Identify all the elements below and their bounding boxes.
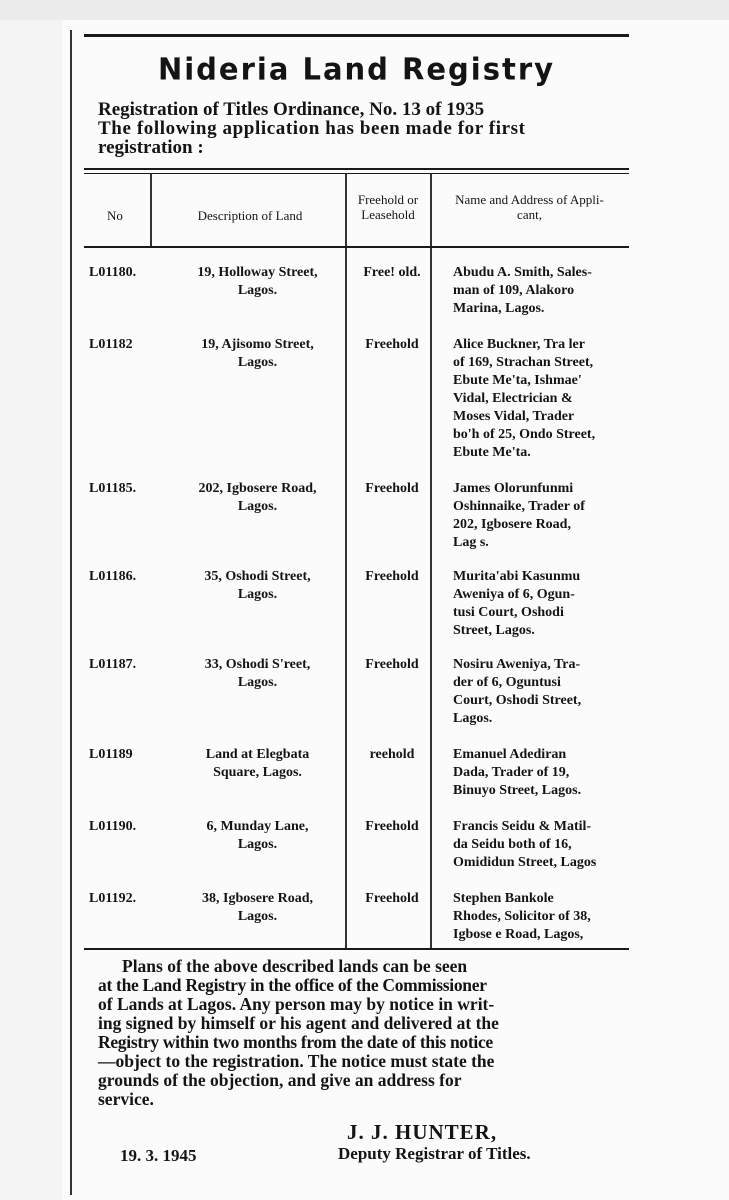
applicant-line: Binuyo Street, Lagos.	[453, 783, 582, 798]
row-number: L01185.	[89, 481, 137, 496]
tenure: Freehold	[365, 657, 419, 672]
land-description	[165, 890, 350, 926]
applicant-line: Nosiru Aweniya, Tra-	[453, 657, 581, 672]
top-rule	[84, 34, 629, 37]
desc-line: Land at Elegbata	[205, 747, 310, 762]
applicant-line: da Seidu both of 16,	[453, 837, 572, 852]
note-line: Plans of the above described lands can be seen	[122, 956, 468, 976]
note-line: of Lands at Lagos. Any person may by notice in writ-	[98, 994, 495, 1014]
applicant-line: Igbose e Road, Lagos,	[453, 927, 584, 942]
note-line: at the Land Registry in the office of the Commissioner	[98, 975, 487, 995]
applicant-line: Court, Oshodi Street,	[453, 693, 582, 708]
top-strip	[0, 0, 729, 20]
land-description	[165, 264, 350, 300]
signatory-title: Deputy Registrar of Titles.	[338, 1144, 531, 1163]
applicant-line: of 169, Strachan Street,	[453, 355, 594, 370]
applicant	[453, 480, 585, 552]
applicant-line: Marina, Lagos.	[453, 301, 545, 316]
desc-line: Lagos.	[237, 675, 278, 690]
desc-line: Lagos.	[237, 909, 278, 924]
applicant-line: James Olorunfunmi	[453, 481, 574, 496]
tenure: Freehold	[365, 481, 419, 496]
row-number: L01192.	[89, 891, 137, 906]
table-top-rule-2	[84, 173, 629, 174]
land-description	[165, 480, 350, 516]
intro-line: registration :	[98, 137, 204, 158]
applicant-line: Lagos.	[453, 711, 493, 726]
note-line: service.	[98, 1089, 154, 1109]
applicant-line: bo'h of 25, Ondo Street,	[453, 427, 596, 442]
desc-line: Lagos.	[237, 587, 278, 602]
row-number: L01187.	[89, 657, 137, 672]
row-number: L01182	[89, 337, 133, 352]
header-bottom-rule	[84, 246, 629, 248]
desc-line: 33, Oshodi S'reet,	[204, 657, 311, 672]
note-line: Registry within two months from the date of this notice	[98, 1032, 493, 1052]
desc-line: 6, Munday Lane,	[206, 819, 309, 834]
land-description	[165, 336, 350, 372]
row-number: L01190.	[89, 819, 137, 834]
header-applicant-line: cant,	[517, 207, 542, 222]
applicant-line: Street, Lagos.	[453, 623, 535, 638]
applicant	[453, 264, 592, 318]
applicant	[453, 656, 581, 728]
header-divider	[150, 174, 152, 246]
applicant	[453, 568, 580, 640]
land-description	[165, 818, 350, 854]
applicant-line: Dada, Trader of 19,	[453, 765, 570, 780]
applicant-line: Omididun Street, Lagos	[453, 855, 597, 870]
applicant-line: Ebute Me'ta, Ishmae'	[453, 373, 582, 388]
desc-line: Lagos.	[237, 837, 278, 852]
desc-line: 19, Holloway Street,	[197, 265, 318, 280]
desc-line: 38, Igbosere Road,	[202, 891, 313, 906]
header-no: No	[107, 208, 123, 223]
applicant-line: Murita'abi Kasunmu	[453, 569, 581, 584]
header-tenure-line: Leasehold	[361, 207, 415, 222]
intro-line: Registration of Titles Ordinance, No. 13 of 1935	[98, 99, 485, 120]
applicant-line: Oshinnaike, Trader of	[453, 499, 585, 514]
tenure: Freehold	[365, 819, 419, 834]
row-number: L01186.	[89, 569, 137, 584]
desc-line: Square, Lagos.	[213, 765, 302, 780]
note-line: —object to the registration. The notice must state the	[98, 1051, 495, 1071]
applicant-line: Rhodes, Solicitor of 38,	[453, 909, 591, 924]
signatory-name: J. J. HUNTER,	[347, 1120, 498, 1144]
applicant-line: Aweniya of 6, Ogun-	[453, 587, 575, 602]
applicant-line: 202, Igbosere Road,	[453, 517, 571, 532]
notice-title: Nideria Land Registry	[157, 51, 556, 87]
desc-line: Lagos.	[237, 283, 278, 298]
applicant-line: Abudu A. Smith, Sales-	[453, 265, 592, 280]
row-number: L01189	[89, 747, 133, 762]
notice-date: 19. 3. 1945	[120, 1146, 197, 1165]
applicant-line: Francis Seidu & Matil-	[453, 819, 592, 834]
applicant	[453, 890, 591, 944]
tenure: reehold	[369, 747, 415, 762]
desc-line: 202, Igbosere Road,	[198, 481, 317, 496]
header-tenure	[347, 192, 429, 222]
table-top-rule	[84, 168, 629, 170]
applicant-line: Alice Buckner, Tra ler	[453, 337, 585, 352]
tenure: Freehold	[365, 569, 419, 584]
desc-line: Lagos.	[237, 355, 278, 370]
land-description	[165, 746, 350, 782]
row-number: L01180.	[89, 265, 137, 280]
header-tenure-line: Freehold or	[357, 192, 419, 207]
applicant	[453, 336, 595, 462]
desc-line: 19, Ajisomo Street,	[201, 337, 314, 352]
intro-text	[98, 100, 623, 157]
land-description	[165, 568, 350, 604]
applicant	[453, 818, 596, 872]
applicant-line: Vidal, Electrician &	[453, 391, 573, 406]
land-description	[165, 656, 350, 692]
applicant-line: Ebute Me'ta.	[453, 445, 531, 460]
applicant-line: Stephen Bankole	[453, 891, 554, 906]
desc-line: Lagos.	[237, 499, 278, 514]
objection-notice	[98, 957, 628, 1109]
tenure: Freehold	[365, 891, 419, 906]
tenure: Free! old.	[363, 265, 421, 280]
applicant-line: Moses Vidal, Trader	[453, 409, 575, 424]
left-margin-rule	[70, 30, 72, 1195]
note-line: grounds of the objection, and give an address for	[98, 1070, 462, 1090]
tenure: Freehold	[365, 337, 419, 352]
applicant-line: tusi Court, Oshodi	[453, 605, 564, 620]
table-bottom-rule	[84, 948, 629, 950]
applicant-line: Emanuel Adediran	[453, 747, 567, 762]
desc-line: 35, Oshodi Street,	[204, 569, 311, 584]
header-applicant-line: Name and Address of Appli-	[455, 192, 604, 207]
note-line: ing signed by himself or his agent and delivered at the	[98, 1013, 499, 1033]
applicant-line: der of 6, Oguntusi	[453, 675, 561, 690]
applicant-line: Lag s.	[453, 535, 489, 550]
applicant-line: man of 109, Alakoro	[453, 283, 575, 298]
intro-line: The following application has been made for first	[98, 118, 526, 139]
header-description: Description of Land	[197, 208, 303, 223]
header-applicant	[432, 192, 627, 222]
applicant	[453, 746, 581, 800]
